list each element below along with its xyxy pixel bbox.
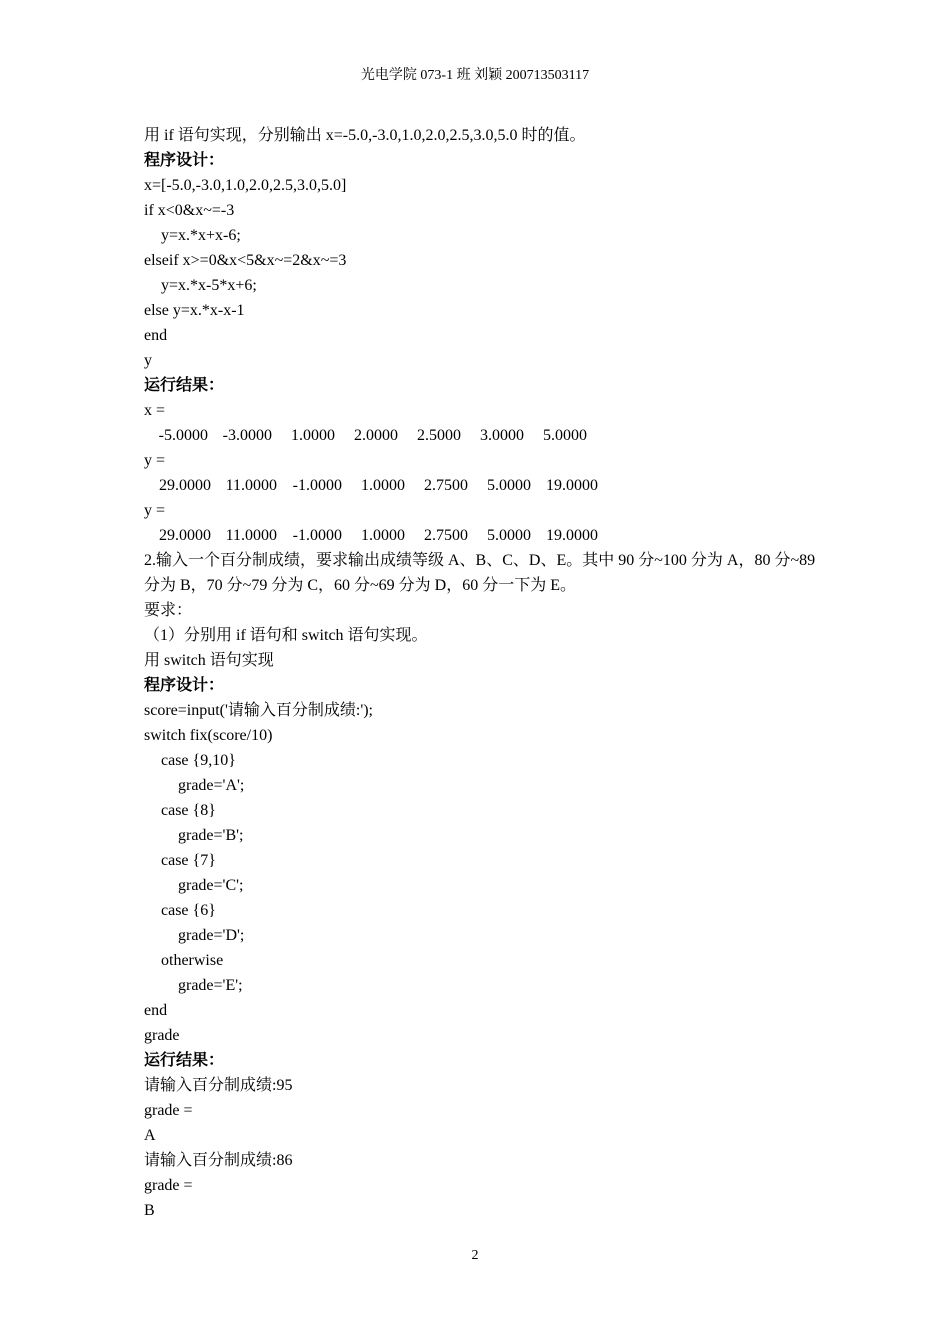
output-value: 2.7500 [424,477,468,494]
output-value: 1.0000 [361,477,405,494]
output-value: 29.0000 [159,477,211,494]
output-values-x [144,423,824,448]
output-label-x: x = [144,402,166,419]
code-line: elseif x>=0&x<5&x~=2&x~=3 [144,252,347,269]
output-line: 请输入百分制成绩:86 [144,1152,293,1169]
output-value: 3.0000 [480,427,524,444]
output-value: -3.0000 [222,427,272,444]
output-value: 11.0000 [225,527,277,544]
subsection-title: 用 switch 语句实现 [144,652,274,669]
code-line: case {7} [161,852,216,869]
task-description: 2.输入一个百分制成绩，要求输出成绩等级 A、B、C、D、E。其中 90 分~100 分为 A，80 分~89 [144,552,816,569]
code-line: y [144,352,152,369]
output-line: grade = [144,1102,193,1119]
page-header: 光电学院 073-1 班 刘颖 200713503117 [360,68,590,83]
code-line: x=[-5.0,-3.0,1.0,2.0,2.5,3.0,5.0] [144,177,347,194]
output-value: 5.0000 [487,527,531,544]
output-line: B [144,1202,155,1219]
requirement-item: （1）分别用 if 语句和 switch 语句实现。 [144,627,428,644]
output-line: A [144,1127,156,1144]
output-value: 19.0000 [546,477,598,494]
output-value: 29.0000 [159,527,211,544]
task-description: 分为 B，70 分~79 分为 C，60 分~69 分为 D，60 分一下为 E。 [144,577,576,594]
output-value: 1.0000 [291,427,335,444]
code-line: grade='C'; [178,877,244,894]
document-body [144,123,824,1223]
code-line: end [144,1002,168,1019]
output-value: 11.0000 [225,477,277,494]
requirement-label: 要求： [144,602,193,619]
output-value: 2.5000 [417,427,461,444]
output-value: 1.0000 [361,527,405,544]
output-value: -1.0000 [292,477,342,494]
code-line: grade='E'; [178,977,243,994]
code-line: switch fix(score/10) [144,727,273,744]
section-heading-result: 运行结果： [144,1052,225,1069]
code-line: grade='A'; [178,777,245,794]
output-value: 19.0000 [546,527,598,544]
output-values-y [144,473,824,498]
code-line: grade='B'; [178,827,244,844]
code-line: else y=x.*x-x-1 [144,302,245,319]
code-line: grade [144,1027,180,1044]
output-label-y: y = [144,502,166,519]
code-line: score=input('请输入百分制成绩:'); [144,702,373,719]
output-line: 请输入百分制成绩:95 [144,1077,293,1094]
code-line: case {8} [161,802,216,819]
output-value: -1.0000 [292,527,342,544]
output-value: 2.0000 [354,427,398,444]
code-line: if x<0&x~=-3 [144,202,235,219]
task-description: 用 if 语句实现，分别输出 x=-5.0,-3.0,1.0,2.0,2.5,3.0,5.0 时的值。 [144,127,586,144]
code-line: grade='D'; [178,927,245,944]
output-values-y [144,523,824,548]
code-line: y=x.*x-5*x+6; [161,277,257,294]
output-value: 5.0000 [543,427,587,444]
output-line: grade = [144,1177,193,1194]
code-line: end [144,327,168,344]
output-value: 5.0000 [487,477,531,494]
output-value: 2.7500 [424,527,468,544]
section-heading-result: 运行结果： [144,377,225,394]
code-line: otherwise [161,952,224,969]
output-value: -5.0000 [158,427,208,444]
page-number: 2 [471,1248,479,1263]
code-line: case {6} [161,902,216,919]
section-heading-program: 程序设计： [144,152,225,169]
output-label-y: y = [144,452,166,469]
code-line: case {9,10} [161,752,236,769]
code-line: y=x.*x+x-6; [161,227,241,244]
section-heading-program: 程序设计： [144,677,225,694]
